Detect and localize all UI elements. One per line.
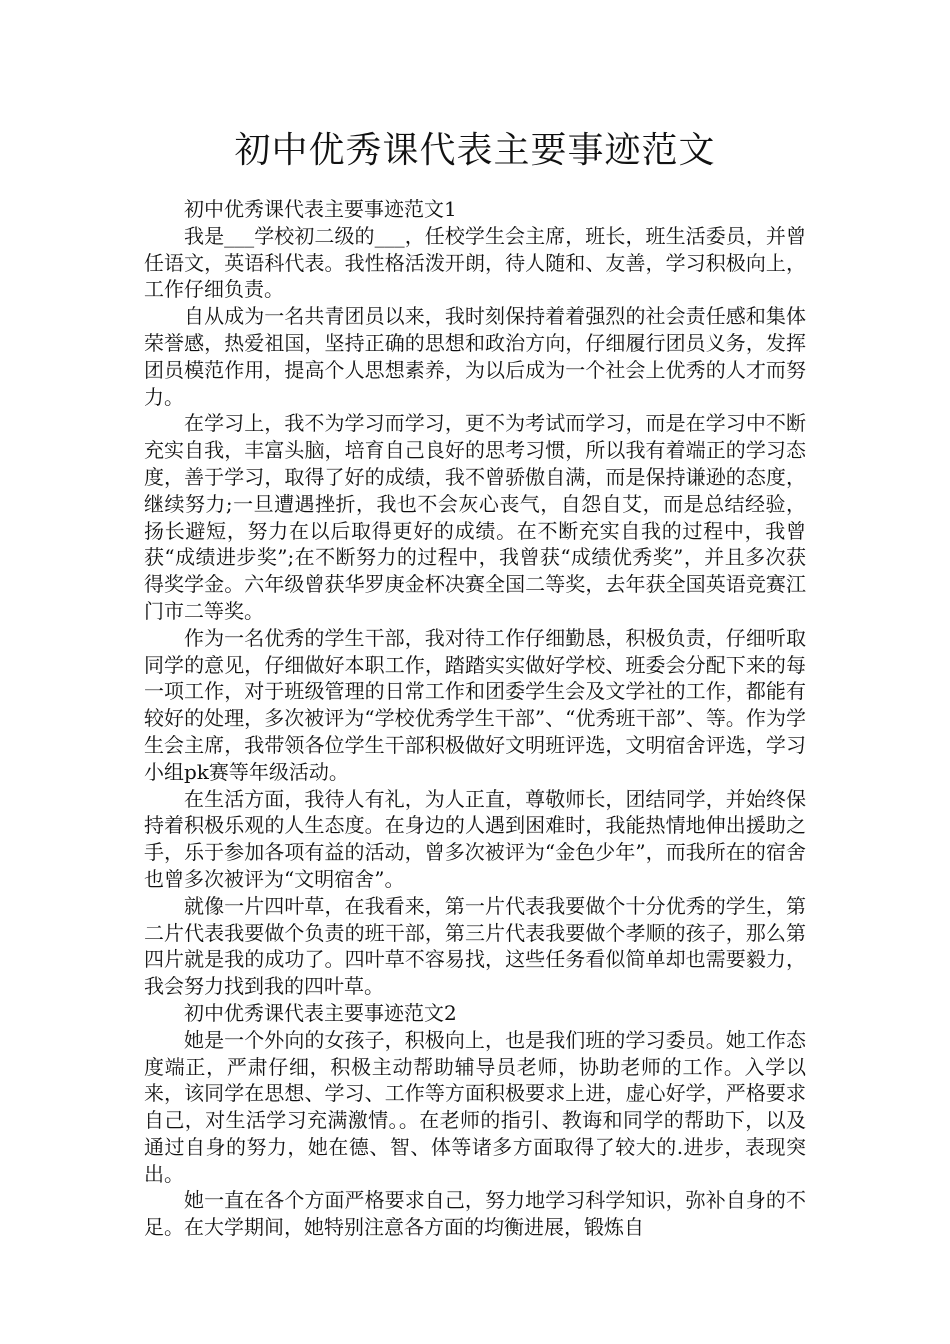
paragraph-self-discipline: 她一直在各个方面严格要求自己，努力地学习科学知识，弥补自身的不足。在大学期间，她特别注意各方面的均衡进展，锻炼自: [144, 1188, 806, 1240]
paragraph-intro: 我是___学校初二级的___，任校学生会主席，班长，班生活委员，并曾任语文，英语科代表。我性格活泼开朗，待人随和、友善，学习积极向上，工作仔细负责。: [144, 223, 806, 302]
paragraph-life: 在生活方面，我待人有礼，为人正直，尊敬师长，团结同学，并始终保持着积极乐观的人生态度。在身边的人遇到困难时，我能热情地伸出援助之手，乐于参加各项有益的活动，曾多次被评为“金色少年”，而我所在的宿舍也曾多次被评为“文明宿舍”。: [144, 786, 806, 891]
paragraph-league-member: 自从成为一名共青团员以来，我时刻保持着着强烈的社会责任感和集体荣誉感，热爱祖国，坚持正确的思想和政治方向，仔细履行团员义务，发挥团员模范作用，提高个人思想素养，为以后成为一个社会上优秀的人才而努力。: [144, 304, 806, 409]
section-heading-2: 初中优秀课代表主要事迹范文2: [184, 1000, 457, 1025]
paragraph-four-leaf-clover: 就像一片四叶草，在我看来，第一片代表我要做个十分优秀的学生，第二片代表我要做个负责的班干部，第三片代表我要做个孝顺的孩子，那么第四片就是我的成功了。四叶草不容易找，这些任务看似简单却也需要毅力，我会努力找到我的四叶草。: [144, 893, 806, 999]
paragraph-student-cadre: 作为一名优秀的学生干部，我对待工作仔细勤恳，积极负责，仔细听取同学的意见，仔细做好本职工作，踏踏实实做好学校、班委会分配下来的每一项工作，对于班级管理的日常工作和团委学生会及文学社的工作，都能有较好的处理，多次被评为“学校优秀学生干部”、“优秀班干部”、等。作为学生会主席，我带领各位学生干部积极做好文明班评选，文明宿舍评选，学习小组pk赛等年级活动。: [144, 625, 806, 784]
document-body: [144, 196, 806, 1241]
paragraph-study: 在学习上，我不为学习而学习，更不为考试而学习，而是在学习中不断充实自我，丰富头脑，培育自己良好的思考习惯，所以我有着端正的学习态度，善于学习，取得了好的成绩，我不曾骄傲自满，而是保持谦逊的态度，继续努力;一旦遭遇挫折，我也不会灰心丧气，自怨自艾，而是总结经验，扬长避短，努力在以后取得更好的成绩。在不断充实自我的过程中，我曾获“成绩进步奖”;在不断努力的过程中，我曾获“成绩优秀奖”，并且多次获得奖学金。六年级曾获华罗庚金杯决赛全国二等奖，去年获全国英语竞赛江门市二等奖。: [144, 411, 806, 623]
document-title: 初中优秀课代表主要事迹范文: [234, 130, 716, 171]
section-heading-1: 初中优秀课代表主要事迹范文1: [184, 197, 457, 221]
paragraph-study-committee: 她是一个外向的女孩子，积极向上，也是我们班的学习委员。她工作态度端正，严肃仔细，积极主动帮助辅导员老师，协助老师的工作。入学以来，该同学在思想、学习、工作等方面积极要求上进，虚心好学，严格要求自己，对生活学习充满激情。。在老师的指引、教诲和同学的帮助下，以及通过自身的努力，她在德、智、体等诸多方面取得了较大的.进步，表现突出。: [144, 1027, 806, 1186]
